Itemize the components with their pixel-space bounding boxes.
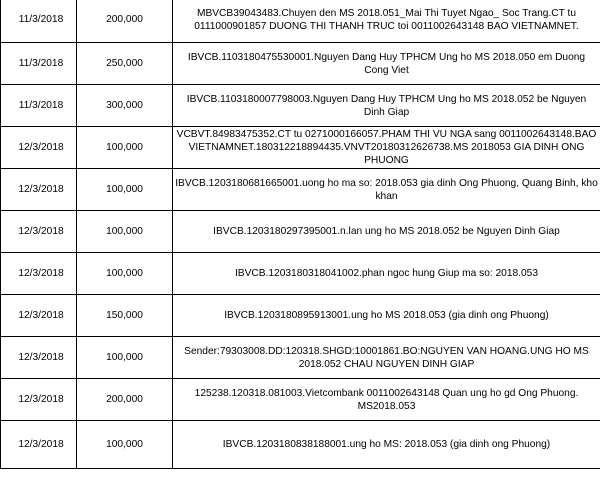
description-cell: 125238.120318.081003.Vietcombank 0011002643148 Quan ung ho gd Ong Phuong. MS2018.053 — [173, 379, 600, 421]
table-row — [1, 211, 600, 253]
date-cell: 12/3/2018 — [1, 337, 77, 379]
amount-cell: 250,000 — [77, 43, 173, 85]
date-cell: 11/3/2018 — [1, 0, 77, 43]
date-cell: 11/3/2018 — [1, 85, 77, 127]
amount-cell: 200,000 — [77, 0, 173, 43]
description-cell: Sender:79303008.DD:120318.SHGD:10001861.BO:NGUYEN VAN HOANG.UNG HO MS 2018.052 CHAU NGUYEN DINH GIAP — [173, 337, 600, 379]
table-row — [1, 421, 600, 469]
date-cell: 12/3/2018 — [1, 421, 77, 469]
date-cell: 12/3/2018 — [1, 127, 77, 169]
amount-cell: 100,000 — [77, 127, 173, 169]
amount-cell: 150,000 — [77, 295, 173, 337]
amount-cell: 300,000 — [77, 85, 173, 127]
date-cell: 12/3/2018 — [1, 253, 77, 295]
table-row — [1, 0, 600, 43]
date-cell: 11/3/2018 — [1, 43, 77, 85]
table-row — [1, 43, 600, 85]
amount-cell: 100,000 — [77, 253, 173, 295]
amount-cell: 100,000 — [77, 169, 173, 211]
description-cell: IBVCB.1203180838188001.ung ho MS: 2018.053 (gia dinh ong Phuong) — [173, 421, 600, 469]
table-row — [1, 295, 600, 337]
table-row — [1, 253, 600, 295]
amount-cell: 200,000 — [77, 379, 173, 421]
amount-cell: 100,000 — [77, 421, 173, 469]
description-cell: IBVCB.1203180297395001.n.lan ung ho MS 2018.052 be Nguyen Dinh Giap — [173, 211, 600, 253]
amount-cell: 100,000 — [77, 211, 173, 253]
table-row — [1, 127, 600, 169]
amount-cell: 100,000 — [77, 337, 173, 379]
date-cell: 12/3/2018 — [1, 169, 77, 211]
date-cell: 12/3/2018 — [1, 295, 77, 337]
date-cell: 12/3/2018 — [1, 211, 77, 253]
table-row — [1, 85, 600, 127]
description-cell: IBVCB.1203180318041002.phan ngoc hung Giup ma so: 2018.053 — [173, 253, 600, 295]
description-cell: IBVCB.1103180475530001.Nguyen Dang Huy TPHCM Ung ho MS 2018.050 em Duong Cong Viet — [173, 43, 600, 85]
description-cell: VCBVT.84983475352.CT tu 0271000166057.PHAM THI VU NGA sang 0011002643148.BAO VIETNAMNET.180312218894435.VNVT20180312626738.MS 2018053 GIA DINH ONG PHUONG — [173, 127, 600, 169]
description-cell: IBVCB.1103180007798003.Nguyen Dang Huy TPHCM Ung ho MS 2018.052 be Nguyen Dinh Giap — [173, 85, 600, 127]
table-row — [1, 169, 600, 211]
table-row — [1, 379, 600, 421]
date-cell: 12/3/2018 — [1, 379, 77, 421]
description-cell: IBVCB.1203180895913001.ung ho MS 2018.053 (gia dinh ong Phuong) — [173, 295, 600, 337]
description-cell: IBVCB.1203180681665001.uong ho ma so: 2018.053 gia dinh Ong Phuong, Quang Binh, kho khan — [173, 169, 600, 211]
table-row — [1, 337, 600, 379]
description-cell: MBVCB39043483.Chuyen den MS 2018.051_Mai Thi Tuyet Ngao_ Soc Trang.CT tu 0111000901857 DUONG THI THANH TRUC toi 0011002643148 BAO VIETNAMNET. — [173, 0, 600, 43]
